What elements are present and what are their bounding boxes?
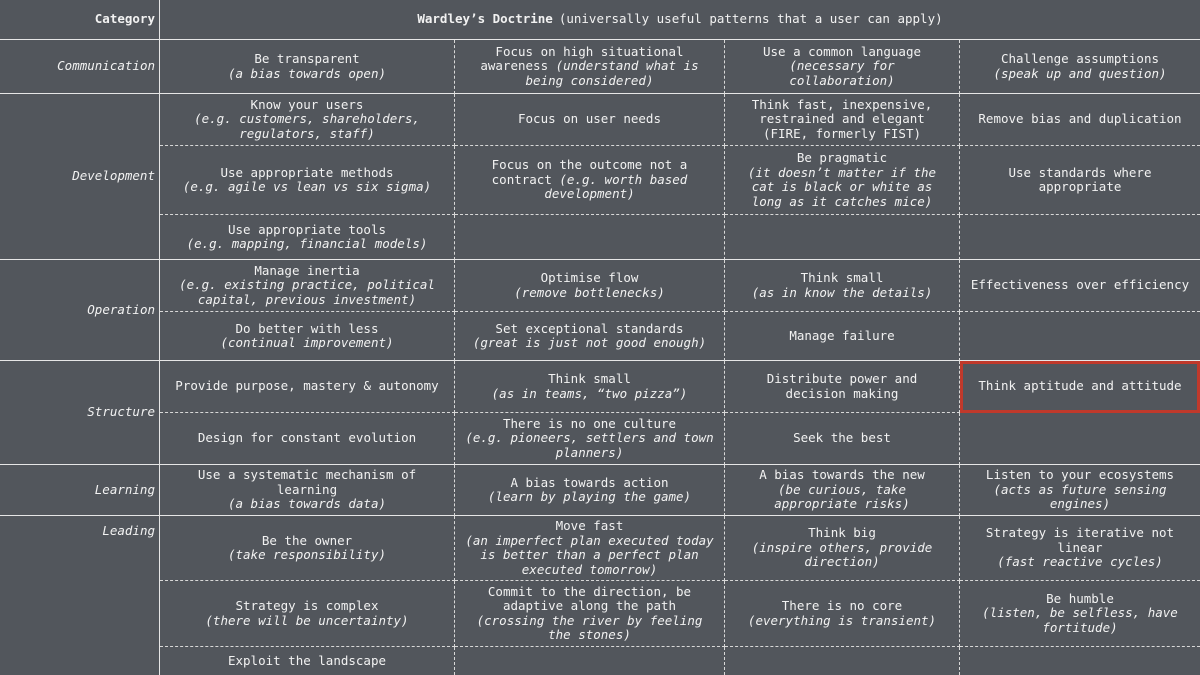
doctrine-text: Exploit the landscape (227, 652, 387, 668)
doctrine-text: Move fast (555, 518, 624, 533)
doctrine-text: Use standards where appropriate (1008, 164, 1152, 194)
doctrine-cell (160, 581, 455, 647)
doctrine-text: Be humble (1046, 590, 1114, 606)
doctrine-subtext: (listen, be selfless, have fortitude) (982, 605, 1178, 635)
doctrine-cell (725, 260, 960, 312)
empty-cell (960, 413, 1200, 465)
doctrine-cell (455, 465, 725, 516)
header-title-rest: (universally useful patterns that a user can apply) (558, 11, 943, 27)
doctrine-text: Think big (808, 525, 876, 541)
doctrine-subtext: (be curious, take appropriate risks) (774, 481, 910, 512)
category-learning (0, 465, 160, 516)
doctrine-cell (725, 516, 960, 581)
doctrine-cell (725, 312, 960, 361)
doctrine-text: There is no core (781, 598, 903, 613)
doctrine-text: Use appropriate tools (227, 221, 387, 237)
doctrine-cell (455, 146, 725, 215)
doctrine-subtext: (e.g. worth based development) (544, 171, 688, 202)
doctrine-subtext: (as in know the details) (751, 284, 933, 300)
doctrine-cell (725, 413, 960, 465)
category-label: Structure (87, 404, 155, 420)
doctrine-text: Use a common language (762, 43, 922, 59)
doctrine-text: Strategy is complex (235, 598, 379, 613)
doctrine-text: Commit to the direction, be adaptive along the path (487, 583, 692, 613)
doctrine-subtext: (inspire others, provide direction) (751, 539, 933, 570)
doctrine-cell (455, 413, 725, 465)
category-label: Learning (94, 481, 155, 497)
doctrine-subtext: (an imperfect plan executed today is better than a perfect plan executed tomorrow) (465, 532, 714, 577)
doctrine-text: Set exceptional standards (495, 320, 684, 336)
doctrine-text: Strategy is iterative not linear (985, 525, 1175, 555)
doctrine-subtext: (learn by playing the game) (487, 489, 692, 504)
doctrine-subtext: (speak up and question) (993, 65, 1167, 81)
doctrine-cell (160, 516, 455, 581)
highlighted-doctrine-cell (960, 361, 1200, 413)
doctrine-cell (960, 146, 1200, 215)
header-title-bold: Wardley’s Doctrine (417, 11, 553, 27)
doctrine-text: Seek the best (793, 430, 891, 446)
doctrine-subtext: (e.g. customers, shareholders, regulators, staff) (194, 111, 420, 141)
doctrine-text: Use appropriate methods (220, 164, 394, 180)
doctrine-cell (725, 94, 960, 146)
category-label: Development (72, 168, 155, 184)
doctrine-cell (960, 40, 1200, 94)
doctrine-text: Focus on high situational awareness (understand what is being considered) (480, 43, 699, 88)
doctrine-text: Manage inertia (254, 262, 360, 278)
category-structure (0, 361, 160, 465)
doctrine-text: Use a systematic mechanism of learning (197, 467, 417, 497)
empty-cell (960, 215, 1200, 260)
doctrine-subtext: (necessary for collaboration) (789, 58, 895, 88)
doctrine-subtext: (remove bottlenecks) (514, 284, 665, 300)
doctrine-cell (455, 312, 725, 361)
category-label: Leading (102, 523, 155, 538)
doctrine-cell (160, 146, 455, 215)
doctrine-cell (160, 215, 455, 260)
doctrine-subtext: (continual improvement) (220, 335, 394, 350)
doctrine-cell (725, 40, 960, 94)
doctrine-cell (455, 516, 725, 581)
category-development (0, 94, 160, 260)
doctrine-cell (455, 361, 725, 413)
doctrine-text: Provide purpose, mastery & autonomy (175, 378, 439, 394)
header-title (160, 0, 1200, 40)
doctrine-cell (455, 94, 725, 146)
doctrine-cell (160, 361, 455, 413)
doctrine-text: Distribute power and decision making (766, 371, 918, 401)
doctrine-cell (960, 465, 1200, 516)
doctrine-text: Manage failure (789, 327, 895, 343)
doctrine-text: A bias towards action (510, 474, 669, 490)
doctrine-subtext: (understand what is being considered) (525, 58, 699, 88)
doctrine-text: Effectiveness over efficiency (970, 277, 1190, 293)
empty-cell (960, 647, 1200, 675)
doctrine-text: Focus on the outcome not a contract (e.g. worth based development) (491, 157, 688, 202)
doctrine-subtext: (it doesn’t matter if the cat is black or white as long as it catches mice) (747, 164, 937, 209)
empty-cell (960, 312, 1200, 361)
doctrine-subtext: (e.g. agile vs lean vs six sigma) (182, 179, 432, 194)
doctrine-subtext: (e.g. existing practice, political capital, previous investment) (179, 277, 435, 307)
doctrine-cell (725, 361, 960, 413)
doctrine-text: Challenge assumptions (1000, 51, 1160, 66)
doctrine-text: Think small (548, 371, 631, 386)
doctrine-cell (960, 581, 1200, 647)
doctrine-text: Be the owner (261, 532, 353, 548)
doctrine-text: Focus on user needs (518, 111, 661, 127)
doctrine-cell (160, 312, 455, 361)
empty-cell (725, 647, 960, 675)
doctrine-subtext: (crossing the river by feeling the stones) (476, 612, 703, 642)
doctrine-cell (960, 94, 1200, 146)
doctrine-subtext: (everything is transient) (747, 612, 937, 628)
empty-cell (725, 215, 960, 260)
doctrine-text: Optimise flow (540, 270, 639, 285)
doctrine-text: Think small (800, 270, 884, 285)
empty-cell (455, 647, 725, 675)
doctrine-text: Be transparent (254, 51, 360, 66)
doctrine-subtext: (a bias towards data) (227, 496, 387, 512)
header-category (0, 0, 160, 40)
doctrine-cell (160, 413, 455, 465)
doctrine-cell (725, 581, 960, 647)
doctrine-subtext: (a bias towards open) (227, 65, 387, 81)
doctrine-text: Be pragmatic (796, 150, 888, 165)
doctrine-cell (160, 465, 455, 516)
doctrine-subtext: (fast reactive cycles) (997, 554, 1163, 570)
category-communication (0, 40, 160, 94)
doctrine-cell (725, 146, 960, 215)
doctrine-cell (960, 260, 1200, 312)
doctrine-text: Know your users (250, 96, 364, 112)
doctrine-text: Listen to your ecosystems (985, 467, 1175, 483)
doctrine-subtext: (e.g. mapping, financial models) (186, 236, 428, 251)
category-operation (0, 260, 160, 361)
doctrine-text: Do better with less (235, 320, 379, 336)
doctrine-text: Remove bias and duplication (978, 111, 1182, 127)
doctrine-cell (960, 516, 1200, 581)
doctrine-cell (160, 647, 455, 675)
category-leading (0, 516, 160, 675)
doctrine-subtext: (take responsibility) (227, 547, 387, 562)
doctrine-text: Think fast, inexpensive, restrained and elegant (FIRE, formerly FIST) (751, 96, 933, 141)
doctrine-cell (455, 260, 725, 312)
doctrine-text: A bias towards the new (759, 467, 925, 483)
category-label: Operation (87, 301, 155, 317)
doctrine-cell (455, 40, 725, 94)
doctrine-text: There is no one culture (502, 415, 677, 431)
header-category-label: Category (94, 11, 155, 27)
doctrine-text: Think aptitude and attitude (978, 378, 1182, 394)
category-label: Communication (57, 58, 155, 74)
doctrine-cell (455, 581, 725, 647)
doctrine-subtext: (e.g. pioneers, settlers and town planners) (465, 430, 714, 460)
doctrine-subtext: (there will be uncertainty) (205, 612, 409, 628)
doctrine-subtext: (great is just not good enough) (472, 335, 707, 350)
doctrine-subtext: (acts as future sensing engines) (993, 481, 1167, 512)
doctrine-text: Design for constant evolution (197, 430, 417, 446)
doctrine-cell (160, 94, 455, 146)
empty-cell (455, 215, 725, 260)
doctrine-cell (725, 465, 960, 516)
doctrine-cell (160, 260, 455, 312)
doctrine-subtext: (as in teams, “two pizza”) (491, 385, 688, 401)
doctrine-cell (160, 40, 455, 94)
